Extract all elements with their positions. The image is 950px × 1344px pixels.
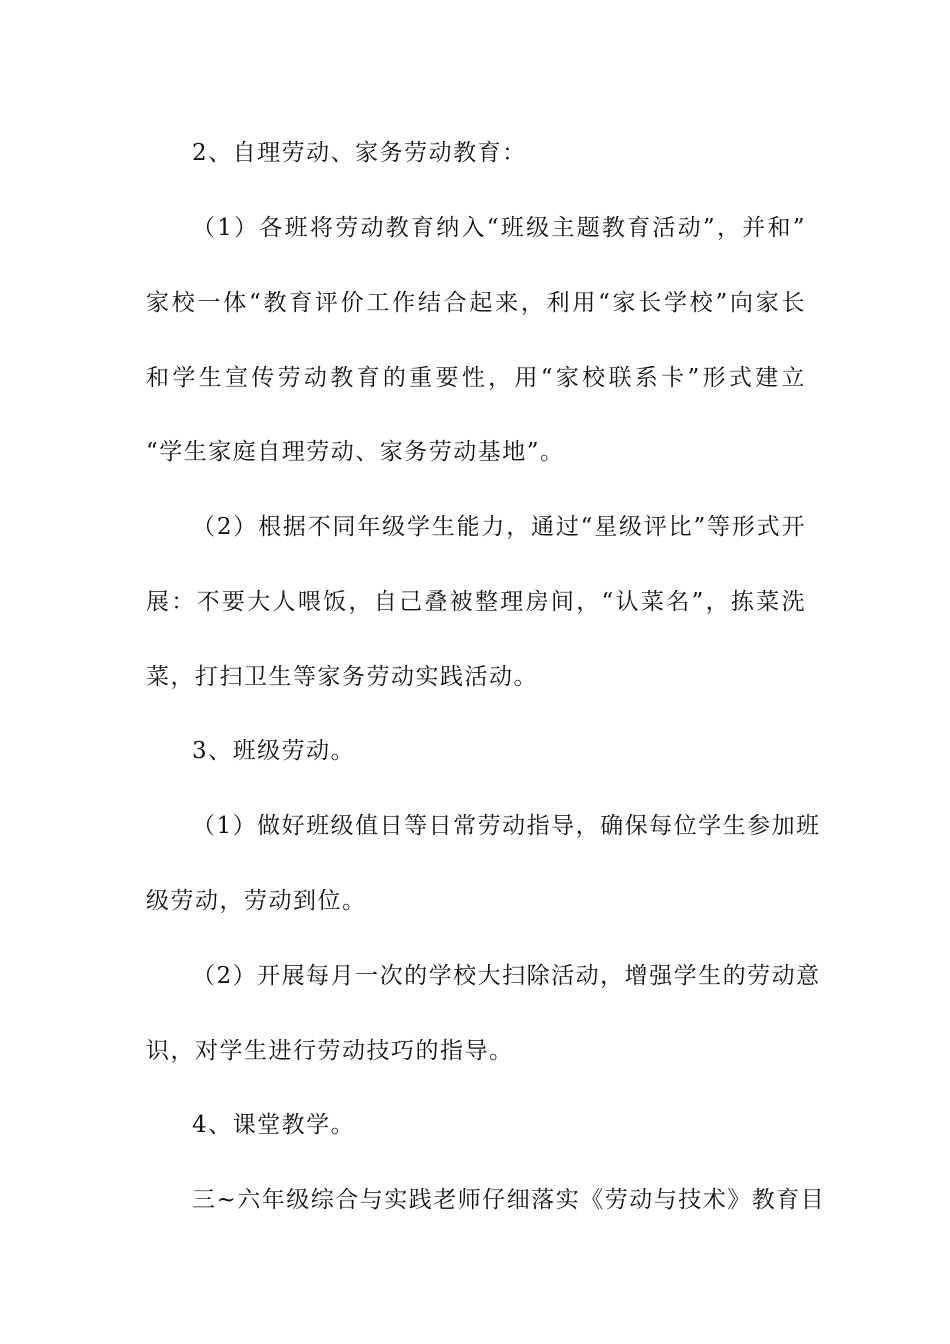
paragraph-line: （2）根据不同年级学生能力，通过“星级评比”等形式开 <box>192 514 806 540</box>
paragraph-line: 和学生宣传劳动教育的重要性，用“家校联系卡”形式建立 <box>146 365 806 391</box>
paragraph-line: （1）做好班级值日等日常劳动指导，确保每位学生参加班 <box>192 813 821 839</box>
paragraph-line: 菜，打扫卫生等家务劳动实践活动。 <box>146 664 538 690</box>
paragraph-line: 展：不要大人喂饭，自己叠被整理房间，“认菜名”，拣菜洗 <box>146 589 806 615</box>
paragraph-line: （2）开展每月一次的学校大扫除活动，增强学生的劳动意 <box>192 963 821 989</box>
section-heading-2: 2、自理劳动、家务劳动教育： <box>192 140 527 166</box>
paragraph-line: （1）各班将劳动教育纳入“班级主题教育活动”，并和” <box>192 215 806 241</box>
paragraph-line: 识，对学生进行劳动技巧的指导。 <box>146 1038 514 1064</box>
paragraph-line: 家校一体“教育评价工作结合起来，利用“家长学校”向家长 <box>146 290 806 316</box>
section-heading-3: 3、班级劳动。 <box>192 738 356 764</box>
paragraph-line: “学生家庭自理劳动、家务劳动基地”。 <box>146 439 565 465</box>
paragraph-line: 级劳动，劳动到位。 <box>146 888 367 914</box>
section-heading-4: 4、课堂教学。 <box>192 1112 356 1138</box>
paragraph-line: 三~六年级综合与实践老师仔细落实《劳动与技术》教育目 <box>192 1187 826 1213</box>
